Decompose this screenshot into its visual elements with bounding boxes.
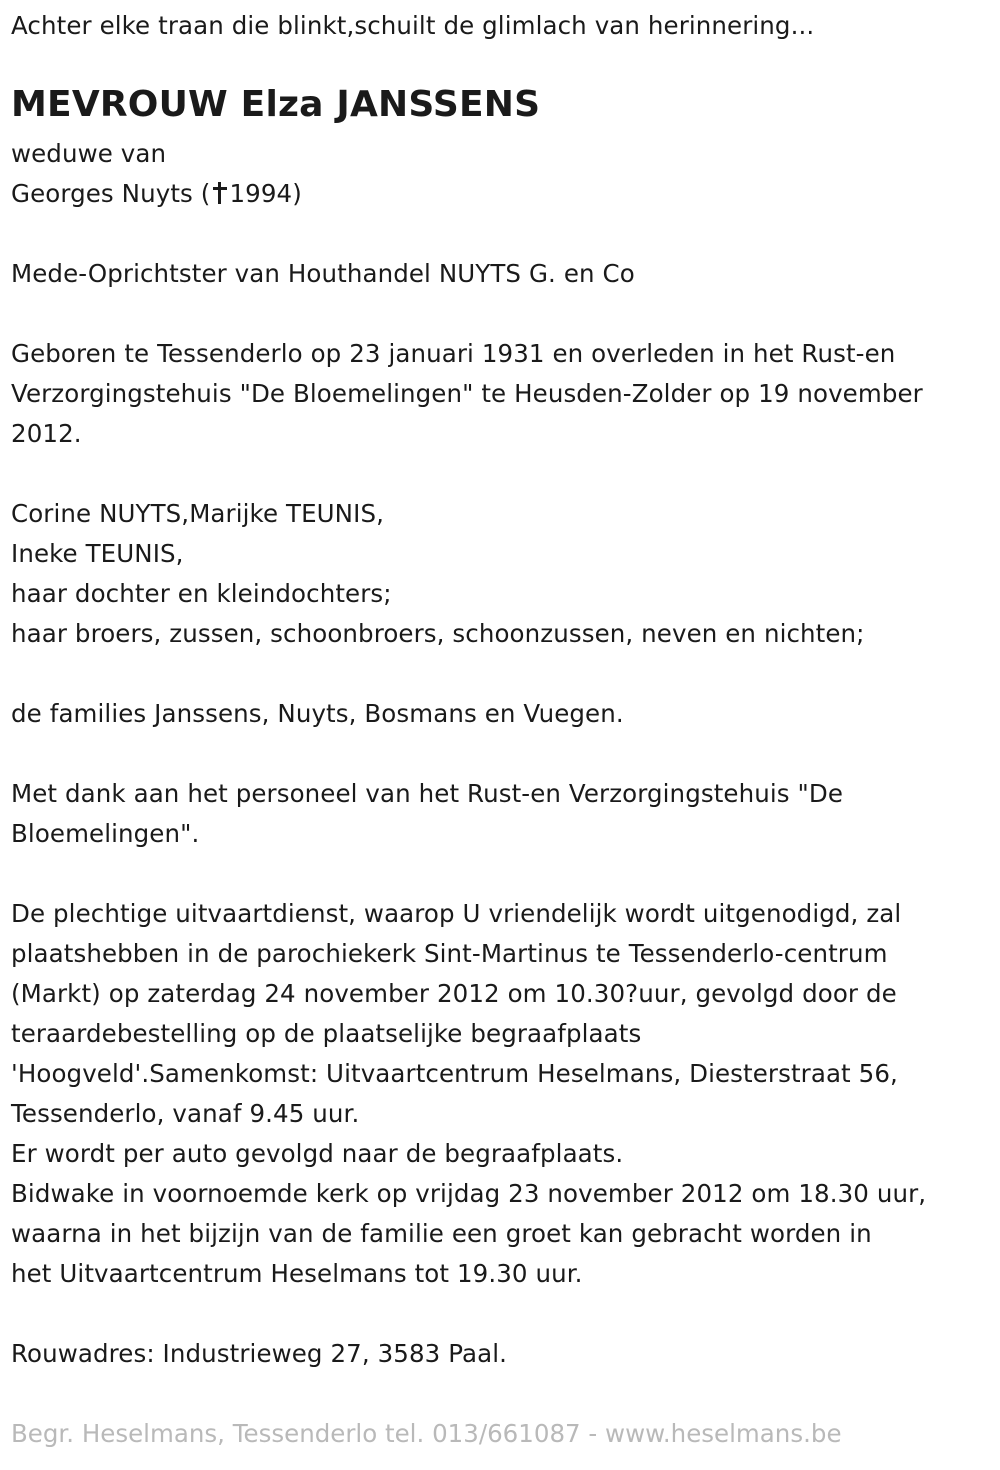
service-line: 'Hoogveld'.Samenkomst: Uitvaartcentrum Heselmans, Diesterstraat 56, [11,1059,898,1088]
spouse-line [11,174,302,214]
thanks-line: Bloemelingen". [11,819,200,848]
spouse-name: Georges Nuyts ( [11,179,211,208]
service-line: Er wordt per auto gevolgd naar de begraafplaats. [11,1139,624,1168]
thanks-line: Met dank aan het personeel van het Rust-en Verzorgingstehuis "De [11,779,844,808]
spouse-death-year: 1994 [229,179,293,208]
role-line: Mede-Oprichtster van Houthandel NUYTS G. en Co [11,259,635,288]
funeral-home-footer: Begr. Heselmans, Tessenderlo tel. 013/661087 - www.heselmans.be [11,1419,842,1448]
spouse-suffix: ) [292,179,302,208]
families-line: de families Janssens, Nuyts, Bosmans en Vuegen. [11,699,624,728]
service-line: plaatshebben in de parochiekerk Sint-Martinus te Tessenderlo-centrum [11,939,888,968]
widow-of-label: weduwe van [11,139,167,168]
family-line: haar dochter en kleindochters; [11,579,392,608]
cross-icon [213,182,227,204]
birth-death-line: Geboren te Tessenderlo op 23 januari 1931 en overleden in het Rust-en [11,339,896,368]
service-line: (Markt) op zaterdag 24 november 2012 om 10.30?uur, gevolgd door de [11,979,897,1008]
family-line: Ineke TEUNIS, [11,539,184,568]
birth-death-line: Verzorgingstehuis "De Bloemelingen" te Heusden-Zolder op 19 november [11,379,923,408]
service-line: waarna in het bijzijn van de familie een groet kan gebracht worden in [11,1219,872,1248]
mourning-address: Rouwadres: Industrieweg 27, 3583 Paal. [11,1339,508,1368]
family-line: Corine NUYTS,Marijke TEUNIS, [11,499,384,528]
service-line: Tessenderlo, vanaf 9.45 uur. [11,1099,360,1128]
family-line: haar broers, zussen, schoonbroers, schoonzussen, neven en nichten; [11,619,865,648]
birth-death-line: 2012. [11,419,82,448]
service-line: het Uitvaartcentrum Heselmans tot 19.30 uur. [11,1259,583,1288]
service-line: Bidwake in voornoemde kerk op vrijdag 23 november 2012 om 18.30 uur, [11,1179,927,1208]
deceased-name: MEVROUW Elza JANSSENS [11,84,541,125]
service-line: De plechtige uitvaartdienst, waarop U vriendelijk wordt uitgenodigd, zal [11,899,902,928]
motto: Achter elke traan die blinkt,schuilt de glimlach van herinnering... [11,11,815,40]
service-line: teraardebestelling op de plaatselijke begraafplaats [11,1019,642,1048]
